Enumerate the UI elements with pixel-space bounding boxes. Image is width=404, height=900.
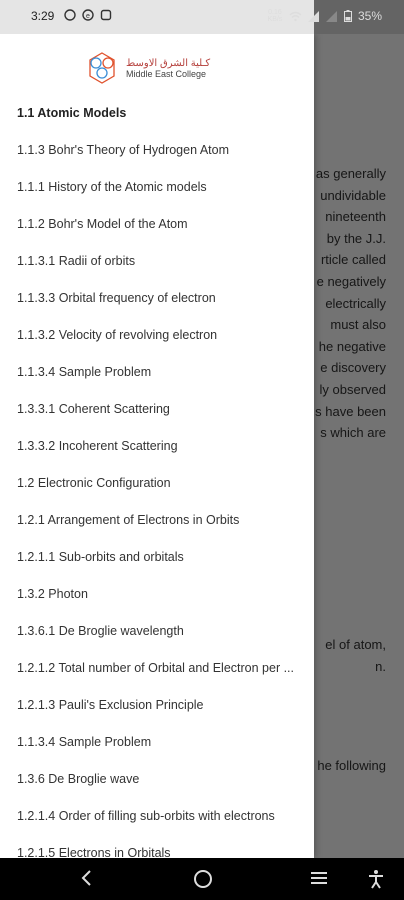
drawer-menu: [0, 94, 314, 858]
drawer-menu-item[interactable]: 1.2 Electronic Configuration: [17, 475, 171, 490]
accessibility-icon[interactable]: [367, 869, 385, 889]
battery-icon: [344, 10, 352, 22]
recents-icon[interactable]: [309, 869, 329, 887]
wifi-icon: [289, 11, 302, 22]
network-speed: 0.16 KB/s: [267, 9, 283, 23]
drawer-menu-item[interactable]: 1.2.1.3 Pauli's Exclusion Principle: [17, 697, 204, 712]
drawer-menu-item[interactable]: 1.1.3 Bohr's Theory of Hydrogen Atom: [17, 142, 229, 157]
status-bar: [0, 0, 404, 34]
home-icon[interactable]: [193, 869, 213, 889]
college-name-english: Middle East College: [126, 68, 207, 79]
app-icon: [100, 9, 112, 21]
whatsapp-icon: [64, 9, 76, 21]
college-logo: [84, 50, 210, 86]
drawer-menu-item[interactable]: 1.1.3.4 Sample Problem: [17, 364, 152, 379]
college-logo-icon: [84, 50, 120, 86]
system-icons: [267, 9, 382, 23]
drawer-menu-item[interactable]: 1.2.1.2 Total number of Orbital and Electron per ...: [17, 660, 295, 675]
drawer-menu-item[interactable]: 1.1.1 History of the Atomic models: [17, 179, 207, 194]
drawer-menu-item[interactable]: 1.2.1 Arrangement of Electrons in Orbits: [17, 512, 240, 527]
drawer-menu-item[interactable]: 1.3.2 Photon: [17, 586, 88, 601]
drawer-menu-item[interactable]: 1.3.3.1 Coherent Scattering: [17, 401, 170, 416]
signal-icon: [308, 11, 320, 22]
drawer-menu-item[interactable]: 1.3.6 De Broglie wave: [17, 771, 140, 786]
drawer-menu-item[interactable]: 1.1.3.1 Radii of orbits: [17, 253, 136, 268]
battery-level: 35%: [357, 9, 382, 23]
app-icon: [82, 9, 94, 21]
signal-icon: [326, 11, 338, 22]
drawer-menu-item[interactable]: 1.2.1.5 Electrons in Orbitals: [17, 845, 171, 858]
navigation-drawer: [0, 34, 314, 858]
drawer-menu-item[interactable]: 1.2.1.1 Sub-orbits and orbitals: [17, 549, 184, 564]
drawer-menu-item[interactable]: 1.1.3.2 Velocity of revolving electron: [17, 327, 218, 342]
svg-text:e: e: [86, 13, 90, 20]
system-navigation-bar: [0, 858, 404, 900]
drawer-menu-item[interactable]: 1.3.3.2 Incoherent Scattering: [17, 438, 178, 453]
drawer-menu-item[interactable]: 1.1 Atomic Models: [17, 105, 127, 120]
drawer-menu-item[interactable]: 1.3.6.1 De Broglie wavelength: [17, 623, 184, 638]
back-icon[interactable]: [78, 869, 94, 887]
status-time: 3:29: [31, 9, 55, 23]
college-name-arabic: كـلية الشرق الاوسط: [126, 57, 211, 69]
drawer-menu-item[interactable]: 1.1.2 Bohr's Model of the Atom: [17, 216, 188, 231]
notification-icons: [64, 9, 112, 21]
drawer-menu-item[interactable]: 1.2.1.4 Order of filling sub-orbits with electrons: [17, 808, 275, 823]
drawer-menu-item[interactable]: 1.1.3.3 Orbital frequency of electron: [17, 290, 216, 305]
drawer-menu-item[interactable]: 1.1.3.4 Sample Problem: [17, 734, 152, 749]
